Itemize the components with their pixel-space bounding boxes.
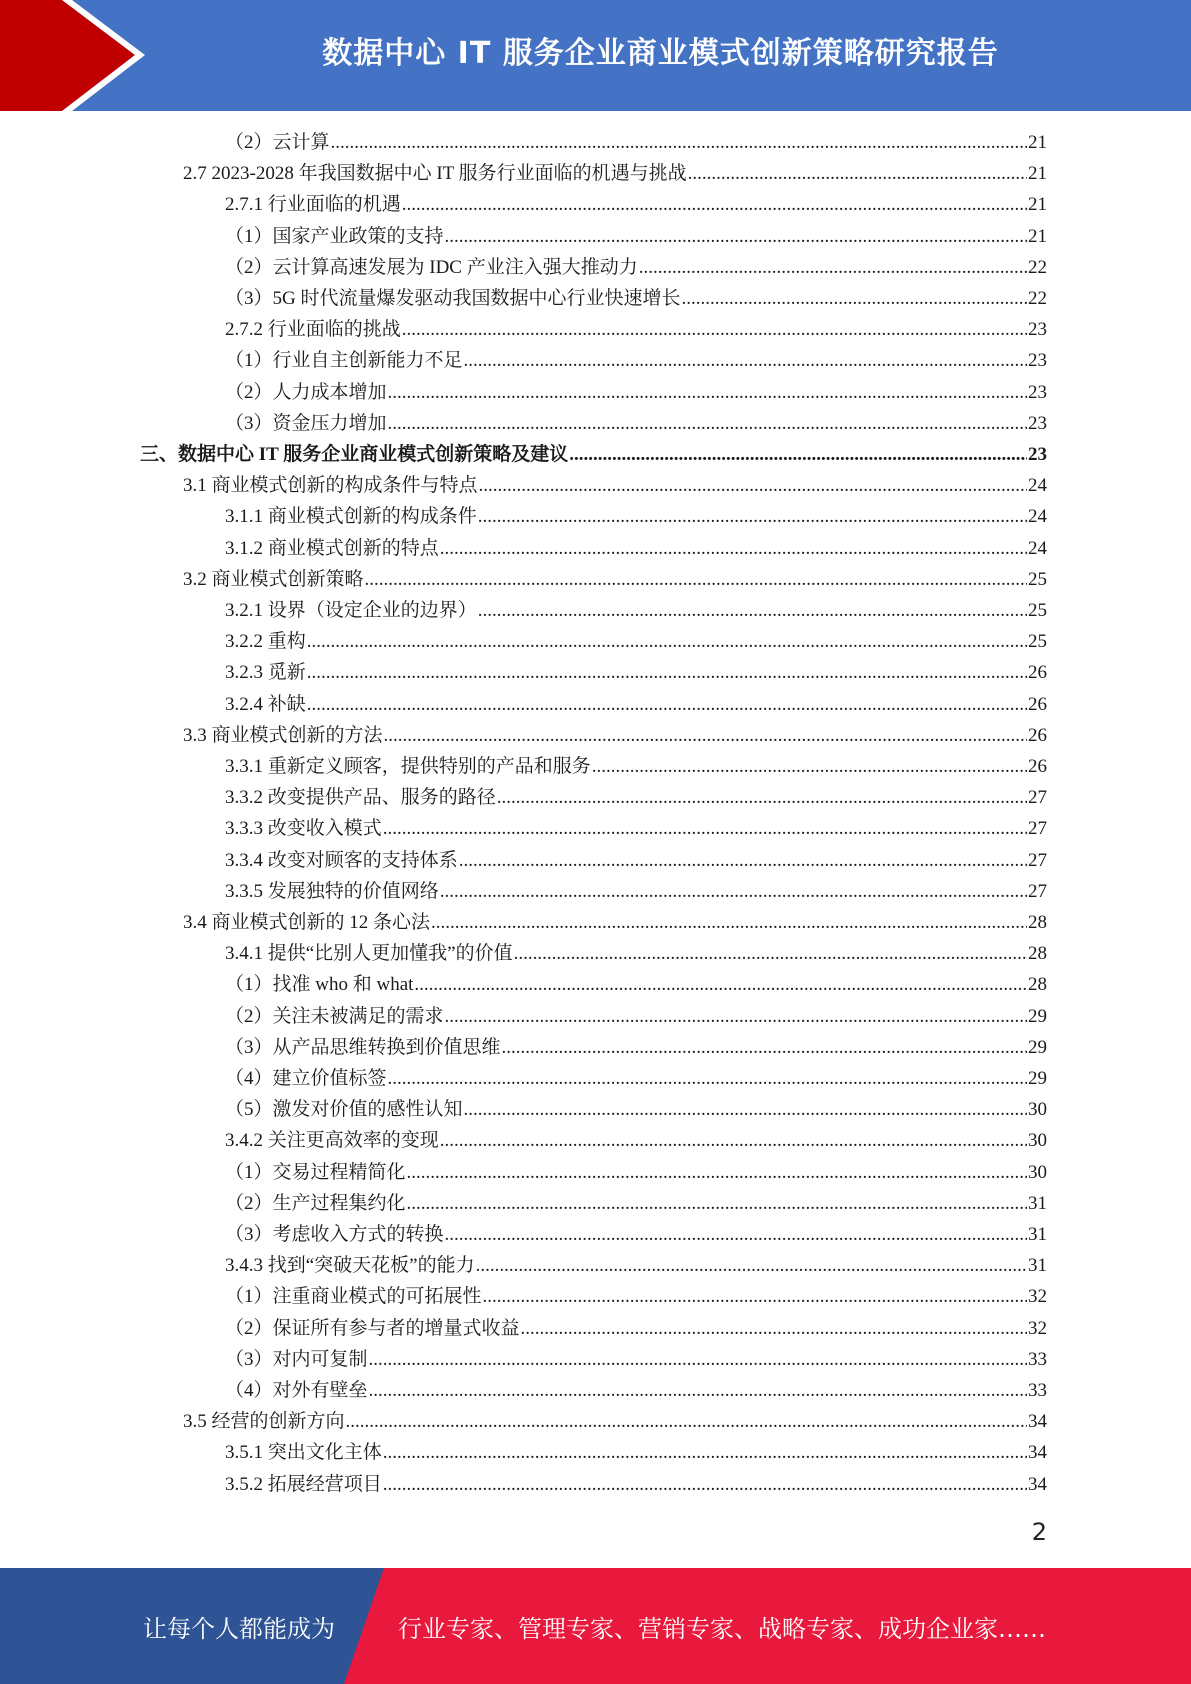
toc-dot-leader bbox=[384, 720, 1027, 751]
toc-dot-leader bbox=[502, 1032, 1027, 1063]
toc-entry[interactable] bbox=[225, 314, 1047, 345]
toc-entry-page: 30 bbox=[1028, 1099, 1047, 1121]
toc-entry-label: 2.7.1 行业面临的机遇 bbox=[225, 194, 401, 216]
toc-dot-leader bbox=[497, 782, 1027, 813]
toc-entry-page: 23 bbox=[1028, 412, 1047, 434]
footer-slogan-left: 让每个人都能成为 bbox=[143, 1614, 335, 1643]
toc-entry[interactable] bbox=[225, 813, 1047, 844]
toc-dot-leader bbox=[383, 1437, 1027, 1468]
toc-entry[interactable] bbox=[225, 876, 1047, 907]
toc-entry-page: 27 bbox=[1028, 880, 1047, 902]
toc-entry[interactable] bbox=[225, 1188, 1047, 1219]
toc-entry[interactable] bbox=[225, 1001, 1047, 1032]
header-title: 数据中心 IT 服务企业商业模式创新策略研究报告 bbox=[322, 36, 999, 71]
toc-entry-label: （5）激发对价值的感性认知 bbox=[225, 1099, 463, 1121]
toc-entry-page: 21 bbox=[1028, 225, 1047, 247]
footer-slogan-right: 行业专家、管理专家、营销专家、战略专家、成功企业家…… bbox=[398, 1614, 1046, 1643]
toc-entry-page: 25 bbox=[1028, 600, 1047, 621]
toc-entry-page: 26 bbox=[1028, 662, 1047, 684]
toc-entry-page: 26 bbox=[1028, 724, 1047, 746]
toc-entry[interactable] bbox=[225, 345, 1047, 376]
toc-entry-page: 32 bbox=[1028, 1317, 1047, 1339]
toc-entry-label: （2）保证所有参与者的增量式收益 bbox=[225, 1317, 520, 1339]
page-header bbox=[0, 0, 1191, 111]
toc-entry-page: 27 bbox=[1028, 787, 1047, 809]
toc-entry-page: 23 bbox=[1028, 319, 1047, 341]
toc-entry-page: 23 bbox=[1028, 444, 1047, 465]
toc-entry-page: 21 bbox=[1028, 194, 1047, 216]
toc-entry[interactable] bbox=[225, 1250, 1047, 1281]
toc-dot-leader bbox=[383, 1469, 1027, 1500]
toc-dot-leader bbox=[383, 813, 1027, 844]
toc-entry-label: 3.3.3 改变收入模式 bbox=[225, 818, 382, 840]
toc-entry-page: 22 bbox=[1028, 256, 1047, 278]
toc-entry[interactable] bbox=[183, 907, 1047, 938]
toc-entry-label: 3.1.1 商业模式创新的构成条件 bbox=[225, 506, 477, 528]
toc-entry-label: （2）人力成本增加 bbox=[225, 381, 387, 403]
toc-dot-leader bbox=[307, 626, 1027, 657]
toc-entry-page: 30 bbox=[1028, 1130, 1047, 1152]
toc-dot-leader bbox=[688, 158, 1027, 189]
toc-entry[interactable] bbox=[225, 1032, 1047, 1063]
toc-dot-leader bbox=[569, 439, 1027, 470]
toc-entry-label: 3.5 经营的创新方向 bbox=[183, 1411, 345, 1433]
toc-entry-page: 30 bbox=[1028, 1161, 1047, 1183]
toc-entry[interactable] bbox=[225, 1219, 1047, 1250]
toc-entry-page: 31 bbox=[1028, 1192, 1047, 1214]
toc-entry-page: 27 bbox=[1028, 818, 1047, 840]
toc-dot-leader bbox=[331, 127, 1027, 158]
toc-entry-label: 3.1 商业模式创新的构成条件与特点 bbox=[183, 475, 478, 497]
toc-entry[interactable] bbox=[225, 1281, 1047, 1312]
toc-entry-label: （2）生产过程集约化 bbox=[225, 1192, 406, 1214]
toc-dot-leader bbox=[365, 564, 1027, 595]
toc-entry-label: （3）考虑收入方式的转换 bbox=[225, 1224, 444, 1245]
toc-entry-page: 29 bbox=[1028, 1068, 1047, 1089]
toc-entry-label: 3.2 商业模式创新策略 bbox=[183, 568, 364, 590]
toc-entry[interactable] bbox=[225, 221, 1047, 252]
toc-entry-page: 31 bbox=[1028, 1255, 1047, 1277]
toc-entry[interactable] bbox=[225, 533, 1047, 564]
toc-dot-leader bbox=[464, 1094, 1027, 1125]
toc-entry-page: 29 bbox=[1028, 1036, 1047, 1058]
toc-entry-page: 21 bbox=[1028, 132, 1047, 153]
toc-dot-leader bbox=[445, 221, 1027, 252]
toc-entry-page: 34 bbox=[1028, 1473, 1047, 1495]
toc-dot-leader bbox=[440, 876, 1027, 907]
toc-entry[interactable] bbox=[225, 252, 1047, 283]
toc-dot-leader bbox=[681, 283, 1027, 314]
toc-entry-page: 32 bbox=[1028, 1286, 1047, 1308]
toc-entry-label: 3.3.2 改变提供产品、服务的路径 bbox=[225, 787, 496, 809]
toc-dot-leader bbox=[521, 1313, 1027, 1344]
toc-entry-page: 26 bbox=[1028, 693, 1047, 715]
toc-dot-leader bbox=[414, 969, 1027, 1000]
toc-entry[interactable] bbox=[183, 1406, 1047, 1437]
toc-entry-label: （3）5G 时代流量爆发驱动我国数据中心行业快速增长 bbox=[225, 288, 681, 309]
toc-entry-label: 3.5.2 拓展经营项目 bbox=[225, 1473, 382, 1495]
toc-entry-label: 3.3.1 重新定义顾客，提供特别的产品和服务 bbox=[225, 756, 591, 777]
toc-dot-leader bbox=[478, 501, 1027, 532]
header-red-arrow-icon bbox=[0, 0, 150, 111]
toc-entry[interactable] bbox=[225, 501, 1047, 532]
page-footer bbox=[0, 1568, 1191, 1684]
toc-entry[interactable] bbox=[183, 158, 1047, 189]
toc-entry-label: 3.1.2 商业模式创新的特点 bbox=[225, 537, 439, 559]
page-number: 2 bbox=[1031, 1518, 1047, 1546]
toc-entry[interactable] bbox=[225, 657, 1047, 688]
toc-entry[interactable] bbox=[225, 1063, 1047, 1094]
toc-dot-leader bbox=[388, 408, 1027, 439]
toc-dot-leader bbox=[478, 595, 1027, 626]
toc-entry-label: 3.2.1 设界（设定企业的边界） bbox=[225, 600, 477, 621]
toc-entry[interactable] bbox=[225, 1375, 1047, 1406]
toc-entry-label: （3）对内可复制 bbox=[225, 1348, 368, 1370]
toc-entry-page: 22 bbox=[1028, 288, 1047, 309]
toc-entry-page: 31 bbox=[1028, 1224, 1047, 1245]
toc-entry-page: 28 bbox=[1028, 912, 1047, 933]
toc-entry-label: 3.4.2 关注更高效率的变现 bbox=[225, 1130, 439, 1152]
toc-entry-label: （4）对外有壁垒 bbox=[225, 1380, 368, 1401]
toc-entry-label: 3.4 商业模式创新的 12 条心法 bbox=[183, 912, 431, 933]
toc-entry-label: （1）找准 who 和 what bbox=[225, 974, 414, 996]
toc-entry-label: （2）关注未被满足的需求 bbox=[225, 1005, 444, 1027]
toc-entry[interactable] bbox=[225, 969, 1047, 1000]
toc-dot-leader bbox=[479, 470, 1027, 501]
toc-entry[interactable] bbox=[225, 189, 1047, 220]
toc-entry-page: 21 bbox=[1028, 163, 1047, 185]
toc-entry-label: （1）交易过程精简化 bbox=[225, 1161, 406, 1183]
toc-entry-label: 三、数据中心 IT 服务企业商业模式创新策略及建议 bbox=[140, 444, 569, 465]
toc-dot-leader bbox=[476, 1250, 1027, 1281]
toc-dot-leader bbox=[440, 1125, 1027, 1156]
toc-entry-page: 33 bbox=[1028, 1380, 1047, 1401]
toc-entry[interactable] bbox=[225, 938, 1047, 969]
toc-entry[interactable] bbox=[225, 751, 1047, 782]
toc-dot-leader bbox=[514, 938, 1027, 969]
toc-entry-label: （1）注重商业模式的可拓展性 bbox=[225, 1286, 482, 1308]
toc-entry[interactable] bbox=[225, 626, 1047, 657]
toc-dot-leader bbox=[592, 751, 1027, 782]
toc-entry[interactable] bbox=[225, 283, 1047, 314]
toc-entry-label: （1）国家产业政策的支持 bbox=[225, 225, 444, 247]
toc-entry[interactable] bbox=[225, 1344, 1047, 1375]
toc-entry[interactable] bbox=[183, 470, 1047, 501]
toc-entry[interactable] bbox=[225, 845, 1047, 876]
toc-entry[interactable] bbox=[225, 1437, 1047, 1468]
toc-dot-leader bbox=[464, 345, 1027, 376]
toc-entry[interactable] bbox=[140, 439, 1047, 470]
toc-dot-leader bbox=[483, 1281, 1027, 1312]
toc-entry-label: 3.3.5 发展独特的价值网络 bbox=[225, 880, 439, 902]
toc-dot-leader bbox=[388, 377, 1027, 408]
toc-entry-label: 3.3.4 改变对顾客的支持体系 bbox=[225, 849, 458, 871]
toc-dot-leader bbox=[407, 1157, 1027, 1188]
toc-entry-page: 34 bbox=[1028, 1411, 1047, 1433]
toc-entry[interactable] bbox=[225, 127, 1047, 158]
toc-entry[interactable] bbox=[225, 1469, 1047, 1500]
toc-dot-leader bbox=[402, 314, 1027, 345]
toc-entry-label: （3）资金压力增加 bbox=[225, 412, 387, 434]
toc-dot-leader bbox=[307, 657, 1027, 688]
toc-entry-label: （4）建立价值标签 bbox=[225, 1068, 387, 1089]
toc-entry-page: 28 bbox=[1028, 943, 1047, 965]
toc-entry-label: （1）行业自主创新能力不足 bbox=[225, 350, 463, 372]
toc-entry-label: （2）云计算高速发展为 IDC 产业注入强大推动力 bbox=[225, 256, 638, 278]
toc-dot-leader bbox=[440, 533, 1027, 564]
toc-entry[interactable] bbox=[225, 689, 1047, 720]
toc-entry-page: 28 bbox=[1028, 974, 1047, 996]
toc-entry[interactable] bbox=[183, 720, 1047, 751]
toc-entry-page: 24 bbox=[1028, 506, 1047, 528]
toc-dot-leader bbox=[402, 189, 1027, 220]
toc-entry-page: 25 bbox=[1028, 631, 1047, 653]
toc-entry[interactable] bbox=[183, 564, 1047, 595]
toc-dot-leader bbox=[369, 1344, 1027, 1375]
toc-entry-label: 3.3 商业模式创新的方法 bbox=[183, 724, 383, 746]
toc-entry-label: 3.2.3 觅新 bbox=[225, 662, 306, 684]
toc-entry-label: 2.7.2 行业面临的挑战 bbox=[225, 319, 401, 341]
toc-dot-leader bbox=[445, 1219, 1027, 1250]
toc-entry[interactable] bbox=[225, 1157, 1047, 1188]
toc-entry-page: 34 bbox=[1028, 1442, 1047, 1464]
toc-entry[interactable] bbox=[225, 408, 1047, 439]
toc-dot-leader bbox=[407, 1188, 1027, 1219]
toc-entry-label: 3.2.2 重构 bbox=[225, 631, 306, 653]
toc-entry[interactable] bbox=[225, 782, 1047, 813]
toc-entry[interactable] bbox=[225, 595, 1047, 626]
toc-entry-label: 2.7 2023-2028 年我国数据中心 IT 服务行业面临的机遇与挑战 bbox=[183, 163, 687, 185]
toc-entry-page: 25 bbox=[1028, 568, 1047, 590]
toc-entry-label: 3.4.1 提供“比别人更加懂我”的价值 bbox=[225, 943, 513, 965]
toc-entry-page: 24 bbox=[1028, 537, 1047, 559]
toc-entry[interactable] bbox=[225, 1125, 1047, 1156]
toc-dot-leader bbox=[639, 252, 1027, 283]
toc-entry-page: 33 bbox=[1028, 1348, 1047, 1370]
toc-entry-page: 29 bbox=[1028, 1005, 1047, 1027]
toc-dot-leader bbox=[369, 1375, 1027, 1406]
toc-dot-leader bbox=[388, 1063, 1027, 1094]
toc-entry[interactable] bbox=[225, 1313, 1047, 1344]
toc-entry-label: （3）从产品思维转换到价值思维 bbox=[225, 1036, 501, 1058]
toc-entry-label: （2）云计算 bbox=[225, 132, 330, 153]
toc-entry-page: 23 bbox=[1028, 381, 1047, 403]
toc-entry-page: 24 bbox=[1028, 475, 1047, 497]
toc-dot-leader bbox=[445, 1001, 1027, 1032]
toc-entry[interactable] bbox=[225, 1094, 1047, 1125]
toc-entry-page: 26 bbox=[1028, 756, 1047, 777]
toc-dot-leader bbox=[459, 845, 1027, 876]
toc-entry-label: 3.4.3 找到“突破天花板”的能力 bbox=[225, 1255, 475, 1277]
toc-dot-leader bbox=[346, 1406, 1027, 1437]
toc-dot-leader bbox=[431, 907, 1027, 938]
toc-entry-label: 3.2.4 补缺 bbox=[225, 693, 306, 715]
toc-entry-page: 23 bbox=[1028, 350, 1047, 372]
toc-dot-leader bbox=[307, 689, 1027, 720]
toc-entry-page: 27 bbox=[1028, 849, 1047, 871]
toc-entry-label: 3.5.1 突出文化主体 bbox=[225, 1442, 382, 1464]
toc-entry[interactable] bbox=[225, 377, 1047, 408]
